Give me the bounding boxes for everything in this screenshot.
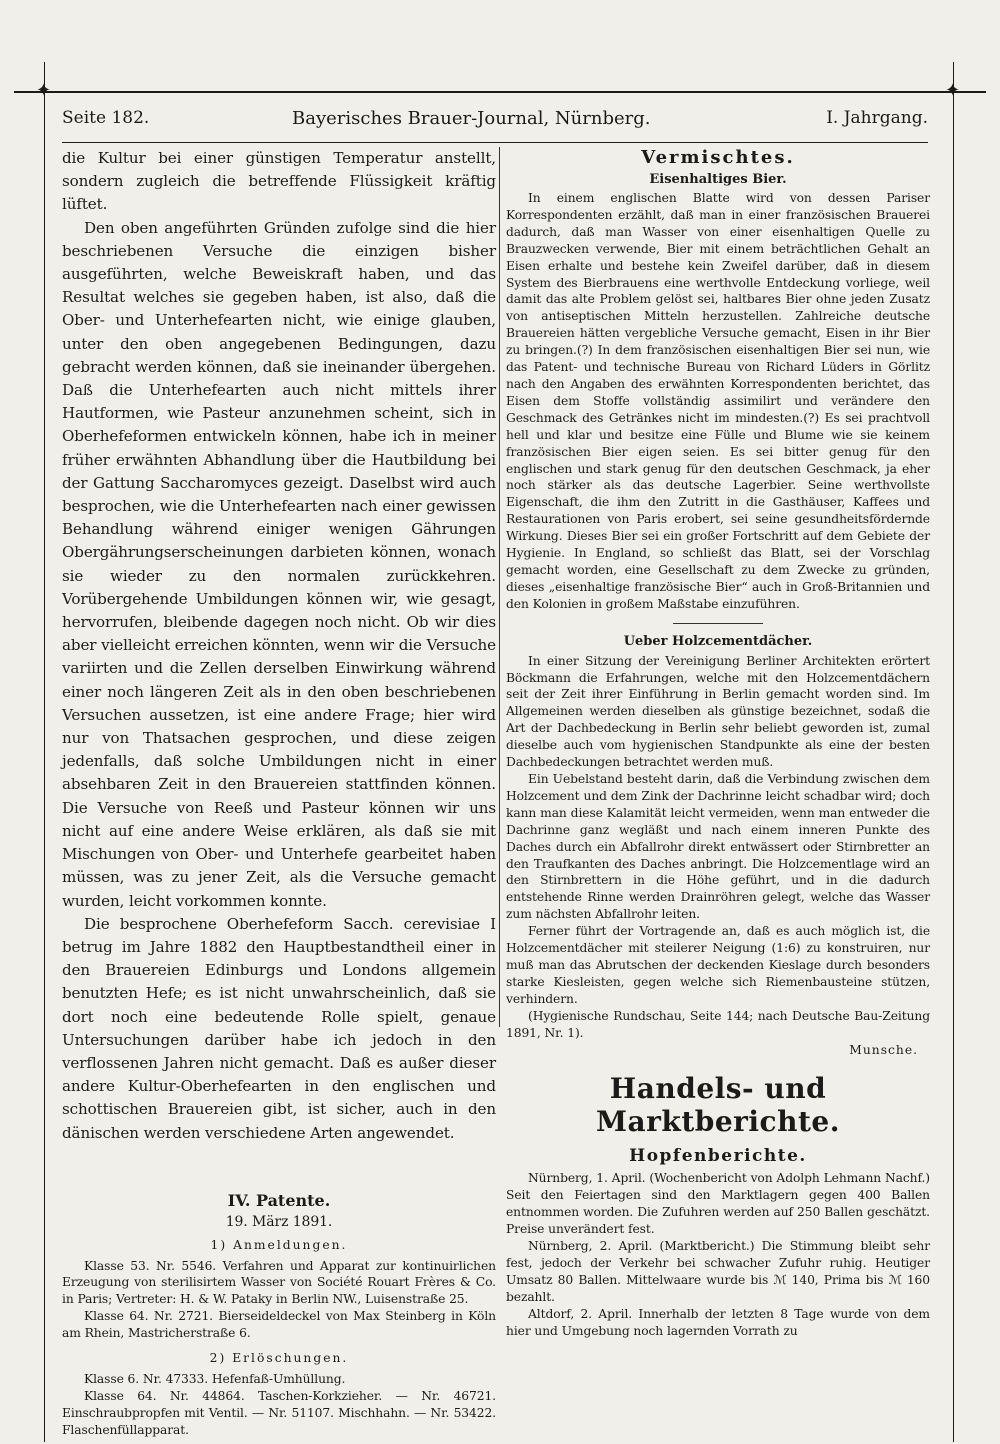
right-border	[953, 62, 954, 1442]
market-report: Altdorf, 2. April. Innerhalb der letzten 8 Tage wurde von dem hier und Umgebung noch lagernden Vorrath zu	[506, 1306, 930, 1338]
left-border	[44, 62, 45, 1442]
left-column	[62, 147, 496, 1437]
paragraph: Den oben angeführten Gründen zufolge sind die hier beschriebenen Versuche die einzigen bisher ausgeführten, welche Beweiskraft haben, und das Resultat welches sie gegeben haben, ist also, daß die Ober- und Unterhefearten nicht, wie einige glauben, unter den oben angegebenen Bedingungen, dazu gebracht werden können, daß sie ineinander übergehen. Daß die Unterhefearten auch nicht mittels ihrer Hautformen, wie Pasteur anzunehmen scheint, sich in Oberhefeformen entwickeln können, habe ich in meiner früher erwähnten Abhandlung über die Hautbildung bei der Gattung Saccharomyces gezeigt. Daselbst wird auch besprochen, wie die Unterhefearten nach einer gewissen Behandlung während einiger wenigen Gährungen Obergährungserscheinungen darbieten können, wonach sie wieder zu den normalen zurückkehren. Vorübergehende Umbildungen können wir, wie gesagt, hervorrufen, bleibende dagegen noch nicht. Ob wir dies aber vielleicht erreichen könnten, wenn wir die Versuche variirten und die Zellen derselben Einwirkung während einer noch längeren Zeit als in den oben beschriebenen Versuchen aussetzen, ist eine andere Frage; hier wird nur von Thatsachen gesprochen, und diese zeigen jedenfalls, daß solche Umbildungen nicht in einer absehbaren Zeit in den Brauereien stattfinden können. Die Versuche von Reeß und Pasteur können wir uns nicht auf eine andere Weise erklären, als daß sie mit Mischungen von Ober- und Unterhefe gearbeitet haben müssen, was zu jener Zeit, als die Versuche gemacht wurden, leicht vorkommen konnte.	[62, 218, 496, 910]
section-title-handel: Handels- und Marktberichte.	[596, 1072, 840, 1139]
patent-entry: Klasse 6. Nr. 47333. Hefenfaß-Umhüllung.	[84, 1371, 346, 1386]
right-column	[506, 147, 930, 1347]
market-report: Nürnberg, 2. April. (Marktbericht.) Die Stimmung bleibt sehr fest, jedoch der Verkehr bei schwacher Zufuhr ruhig. Heutiger Umsatz 80 Ballen. Mittelwaare wurde bis ℳ 140, Prima bis ℳ 160 bezahlt.	[506, 1239, 930, 1304]
source-citation: (Hygienische Rundschau, Seite 144; nach Deutsche Bau-Zeitung 1891, Nr. 1).	[506, 1008, 930, 1040]
patents-date: 19. März 1891.	[225, 1213, 333, 1230]
market-report: Nürnberg, 1. April. (Wochenbericht von Adolph Lehmann Nachf.) Seit den Feiertagen sind den Marktlagern gegen 400 Ballen entnommen worden. Die Zufuhren werden auf 250 Ballen geschätzt. Preise unverändert fest.	[506, 1171, 930, 1237]
paragraph: In einer Sitzung der Vereinigung Berliner Architekten erörtert Böckmann die Erfahrungen, welche mit den Holzcementdächern seit der Zeit ihrer Einführung in Berlin gemacht worden sind. Im Allgemeinen werden dieselben als günstige bezeichnet, sodaß die Art der Dachbedeckung in Berlin sehr beliebt geworden ist, zumal dieselbe auch vom hygienischen Standpunkte als eine der besten Dachbedeckungen betrachtet werden muß.	[506, 653, 930, 770]
author-signature: Munsche.	[849, 1042, 918, 1057]
corner-ornament-right: ✦	[945, 80, 961, 101]
subsection-erloeschungen: 2) Erlöschungen.	[209, 1351, 349, 1366]
paragraph: Ferner führt der Vortragende an, daß es auch möglich ist, die Holzcementdächer mit steilerer Neigung (1:6) zu konstruiren, nur muß man das Abrutschen der deckenden Kieslage durch besonders starke Kiesleisten, gegen welche sich Riemenbausteine stützen, verhindern.	[506, 924, 930, 1006]
paragraph: In einem englischen Blatte wird von dessen Pariser Korrespondenten erzählt, daß man in einer französischen Brauerei dadurch, daß man Wasser von einer eisenhaltigen Quelle zu Brauzwecken verwende, Bier mit einem beträchtlichen Gehalt an Eisen erhalte und bestehe kein Zweifel darüber, daß in diesem System des Bierbrauens eine werthvolle Entdeckung vorliege, weil damit das alte Problem gelöst sei, haltbares Bier ohne jeden Zusatz von antiseptischen Mitteln herzustellen. Zahlreiche deutsche Brauereien hätten vergebliche Versuche gemacht, Eisen in ihr Bier zu bringen.(?) In dem französischen eisenhaltigen Bier sei nun, wie das Patent- und technische Bureau von Richard Lüders in Görlitz nach den Angaben des erwähnten Korrespondenten berichtet, das Eisen dem Stoffe vollständig assimilirt und verändere den Geschmack des Getränkes nicht im mindesten.(?) Es sei prachtvoll hell und klar und besitze eine Fülle und Blume wie sie keinem französischen Bier eigen seien. Es sei bitter genug für den englischen und stark genug für den deutschen Geschmack, ja eher noch stärker als das deutsche Lagerbier. Seine werthvollste Eigenschaft, die ihm den Zutritt in die Gasthäuser, Kaffees und Restaurationen von Paris erobert, sei seine gesundheitsfördernde Wirkung. Dieses Bier sei ein großer Fortschritt auf dem Gebiete der Hygienie. In England, so schließt das Blatt, sei der Vorschlag gemacht worden, eine Gesellschaft zu dem Zwecke zu gründen, dieses „eisenhaltige französische Bier“ auch in Groß-Britannien und den Kolonien in großem Maßstabe einzuführen.	[506, 191, 930, 611]
page-number: Seite 182.	[62, 108, 150, 128]
section-title-patents: IV. Patente.	[227, 1190, 331, 1210]
corner-ornament-left: ✦	[36, 80, 52, 101]
patent-entry: Klasse 53. Nr. 5546. Verfahren und Apparat zur kontinuirlichen Erzeugung von sterilisirtem Wasser von Société Rouart Frères & Co. in Paris; Vertreter: H. & W. Pataky in Berlin NW., Luisenstraße 25.	[62, 1258, 496, 1307]
subsection-anmeldungen: 1) Anmeldungen.	[210, 1237, 348, 1252]
paragraph: Die besprochene Oberhefeform Sacch. cerevisiae I betrug im Jahre 1882 den Hauptbestandtheil einer in den Brauereien Edinburgs und Londons allgemein benutzten Hefe; es ist nicht unwahrscheinlich, daß sie dort noch eine bedeutende Rolle spielt, genaue Untersuchungen darüber habe ich jedoch in den verflossenen Jahren nicht gemacht. Daß es außer dieser andere Kultur-Oberhefearten in den englischen und schottischen Brauereien gibt, ist sicher, auch in den dänischen werden verschiedene Arten angewendet.	[62, 914, 496, 1142]
subsection-hopfen: Hopfenberichte.	[629, 1146, 807, 1167]
paragraph: die Kultur bei einer günstigen Temperatur anstellt, sondern zugleich die betreffende Flüssigkeit kräftig lüftet.	[62, 149, 496, 214]
column-separator	[499, 147, 500, 1027]
patent-entry: Klasse 64. Nr. 44864. Taschen-Korkzieher. — Nr. 46721. Einschraubpropfen mit Ventil. — Nr. 51107. Mischhahn. — Nr. 53422. Flaschenfüllapparat.	[62, 1388, 496, 1437]
paragraph: Ein Uebelstand besteht darin, daß die Verbindung zwischen dem Holzcement und dem Zink der Dachrinne leicht schadbar wird; doch kann man diese Kalamität leicht vermeiden, wenn man entweder die Dachrinne ganz wegläßt und nach einem inneren Punkte des Daches durch ein Abfallrohr direkt entwässert oder Stirnbretter an den Traufkanten des Daches anbringt. Die Holzcementlage wird an den Stirnbrettern in die Höhe geführt, und in die dadurch entstehende Rinne werden Drainröhren gelegt, welche das Wasser zum nächsten Abfallrohr leiten.	[506, 772, 930, 922]
patent-entry: Klasse 64. Nr. 2721. Bierseideldeckel von Max Steinberg in Köln am Rhein, Mastricherstraße 6.	[62, 1309, 496, 1341]
page-header	[62, 104, 928, 140]
top-rule	[14, 91, 986, 93]
article-title: Ueber Holzcementdächer.	[623, 633, 813, 649]
header-rule	[62, 142, 928, 143]
article-title: Eisenhaltiges Bier.	[649, 172, 787, 187]
journal-title: Bayerisches Brauer-Journal, Nürnberg.	[292, 108, 651, 129]
section-title-vermischtes: Vermischtes.	[641, 147, 795, 168]
divider	[673, 623, 763, 624]
volume-label: I. Jahrgang.	[826, 108, 928, 128]
